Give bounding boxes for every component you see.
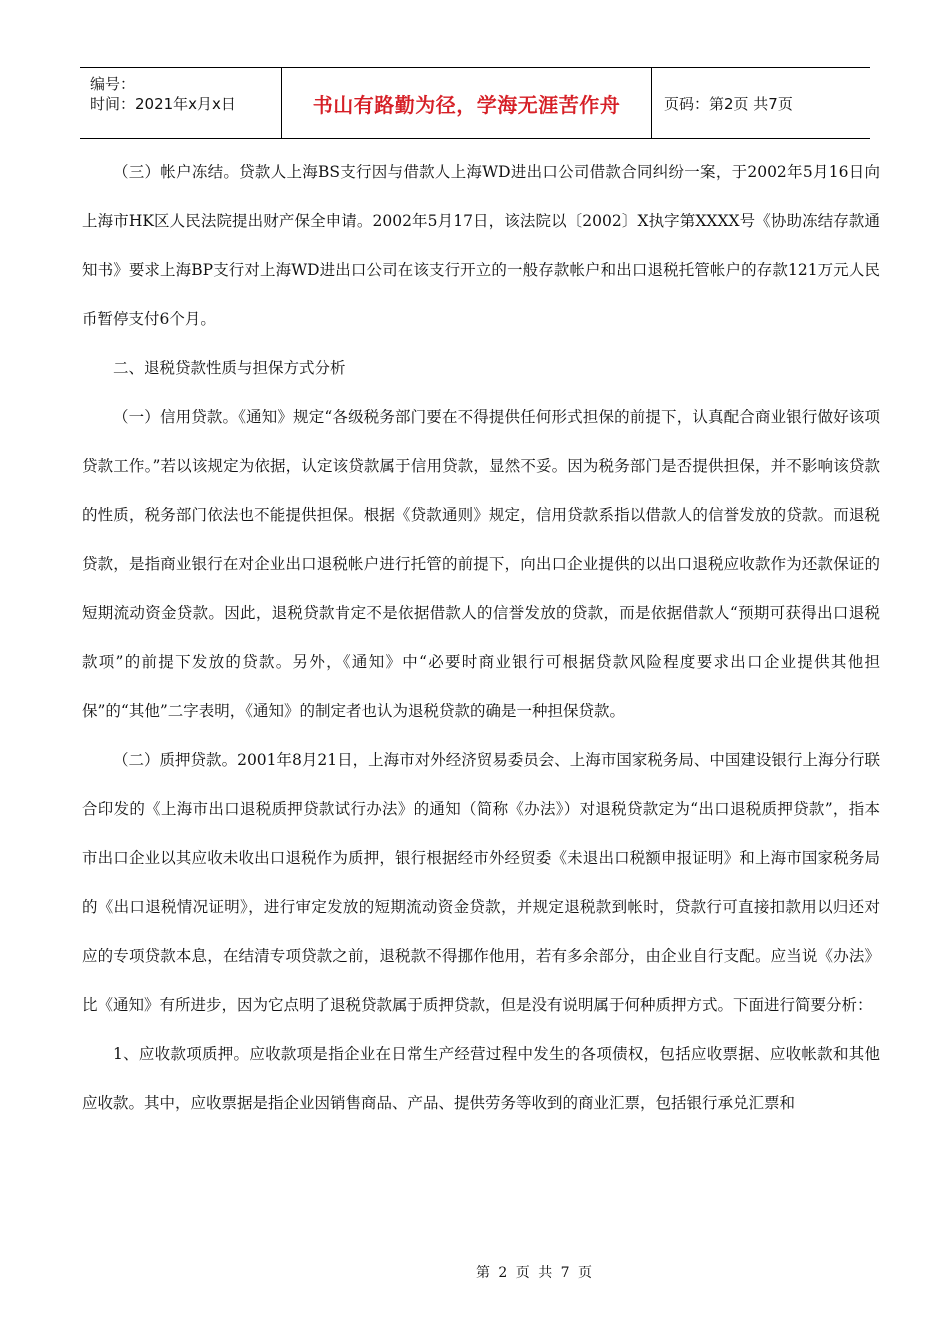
document-time-label: 时间：2021年x月x日 (90, 95, 236, 113)
section-heading-loan-nature: 二、退税贷款性质与担保方式分析 (113, 359, 346, 377)
header-meta (80, 68, 282, 138)
header-motto: 书山有路勤为径，学海无涯苦作舟 (282, 68, 652, 138)
header-page-info: 页码：第2页 共7页 (664, 94, 793, 113)
paragraph-credit-loan: （一）信用贷款。《通知》规定“各级税务部门要在不得提供任何形式担保的前提下，认真配合商业银行做好该项贷款工作。”若以该规定为依据，认定该贷款属于信用贷款，显然不妥。因为税务部门是否提供担保，并不影响该贷款的性质，税务部门依法也不能提供担保。根据《贷款通则》规定，信用贷款系指以借款人的信誉发放的贷款。而退税贷款，是指商业银行在对企业出口退税帐户进行托管的前提下，向出口企业提供的以出口退税应收款作为还款保证的短期流动资金贷款。因此，退税贷款肯定不是依据借款人的信誉发放的贷款，而是依据借款人“预期可获得出口退税款项”的前提下发放的贷款。另外，《通知》中“必要时商业银行可根据贷款风险程度要求出口企业提供其他担保”的“其他”二字表明，《通知》的制定者也认为退税贷款的确是一种担保贷款。 (82, 408, 880, 720)
paragraph-pledge-loan: （二）质押贷款。2001年8月21日，上海市对外经济贸易委员会、上海市国家税务局、中国建设银行上海分行联合印发的《上海市出口退税质押贷款试行办法》的通知（简称《办法》）对退税贷款定为“出口退税质押贷款”，指本市出口企业以其应收未收出口退税作为质押，银行根据经市外经贸委《未退出口税额申报证明》和上海市国家税务局的《出口退税情况证明》，进行审定发放的短期流动资金贷款，并规定退税款到帐时，贷款行可直接扣款用以归还对应的专项贷款本息，在结清专项贷款之前，退税款不得挪作他用，若有多余部分，由企业自行支配。应当说《办法》比《通知》有所进步，因为它点明了退税贷款属于质押贷款，但是没有说明属于何种质押方式。下面进行简要分析： (82, 751, 880, 1014)
paragraph-account-freeze: （三）帐户冻结。贷款人上海BS支行因与借款人上海WD进出口公司借款合同纠纷一案，于2002年5月16日向上海市HK区人民法院提出财产保全申请。2002年5月17日，该法院以〔2002〕X执字第XXXX号《协助冻结存款通知书》要求上海BP支行对上海WD进出口公司在该支行开立的一般存款帐户和出口退税托管帐户的存款121万元人民币暂停支付6个月。 (82, 163, 880, 328)
page-header (80, 67, 870, 139)
document-body (82, 148, 880, 1128)
paragraph-receivables-pledge: 1、应收款项质押。应收款项是指企业在日常生产经营过程中发生的各项债权，包括应收票据、应收帐款和其他应收款。其中，应收票据是指企业因销售商品、产品、提供劳务等收到的商业汇票，包括银行承兑汇票和 (82, 1045, 880, 1112)
document-number-label: 编号： (90, 75, 136, 93)
page-footer: 第 2 页 共 7 页 (475, 1265, 595, 1281)
